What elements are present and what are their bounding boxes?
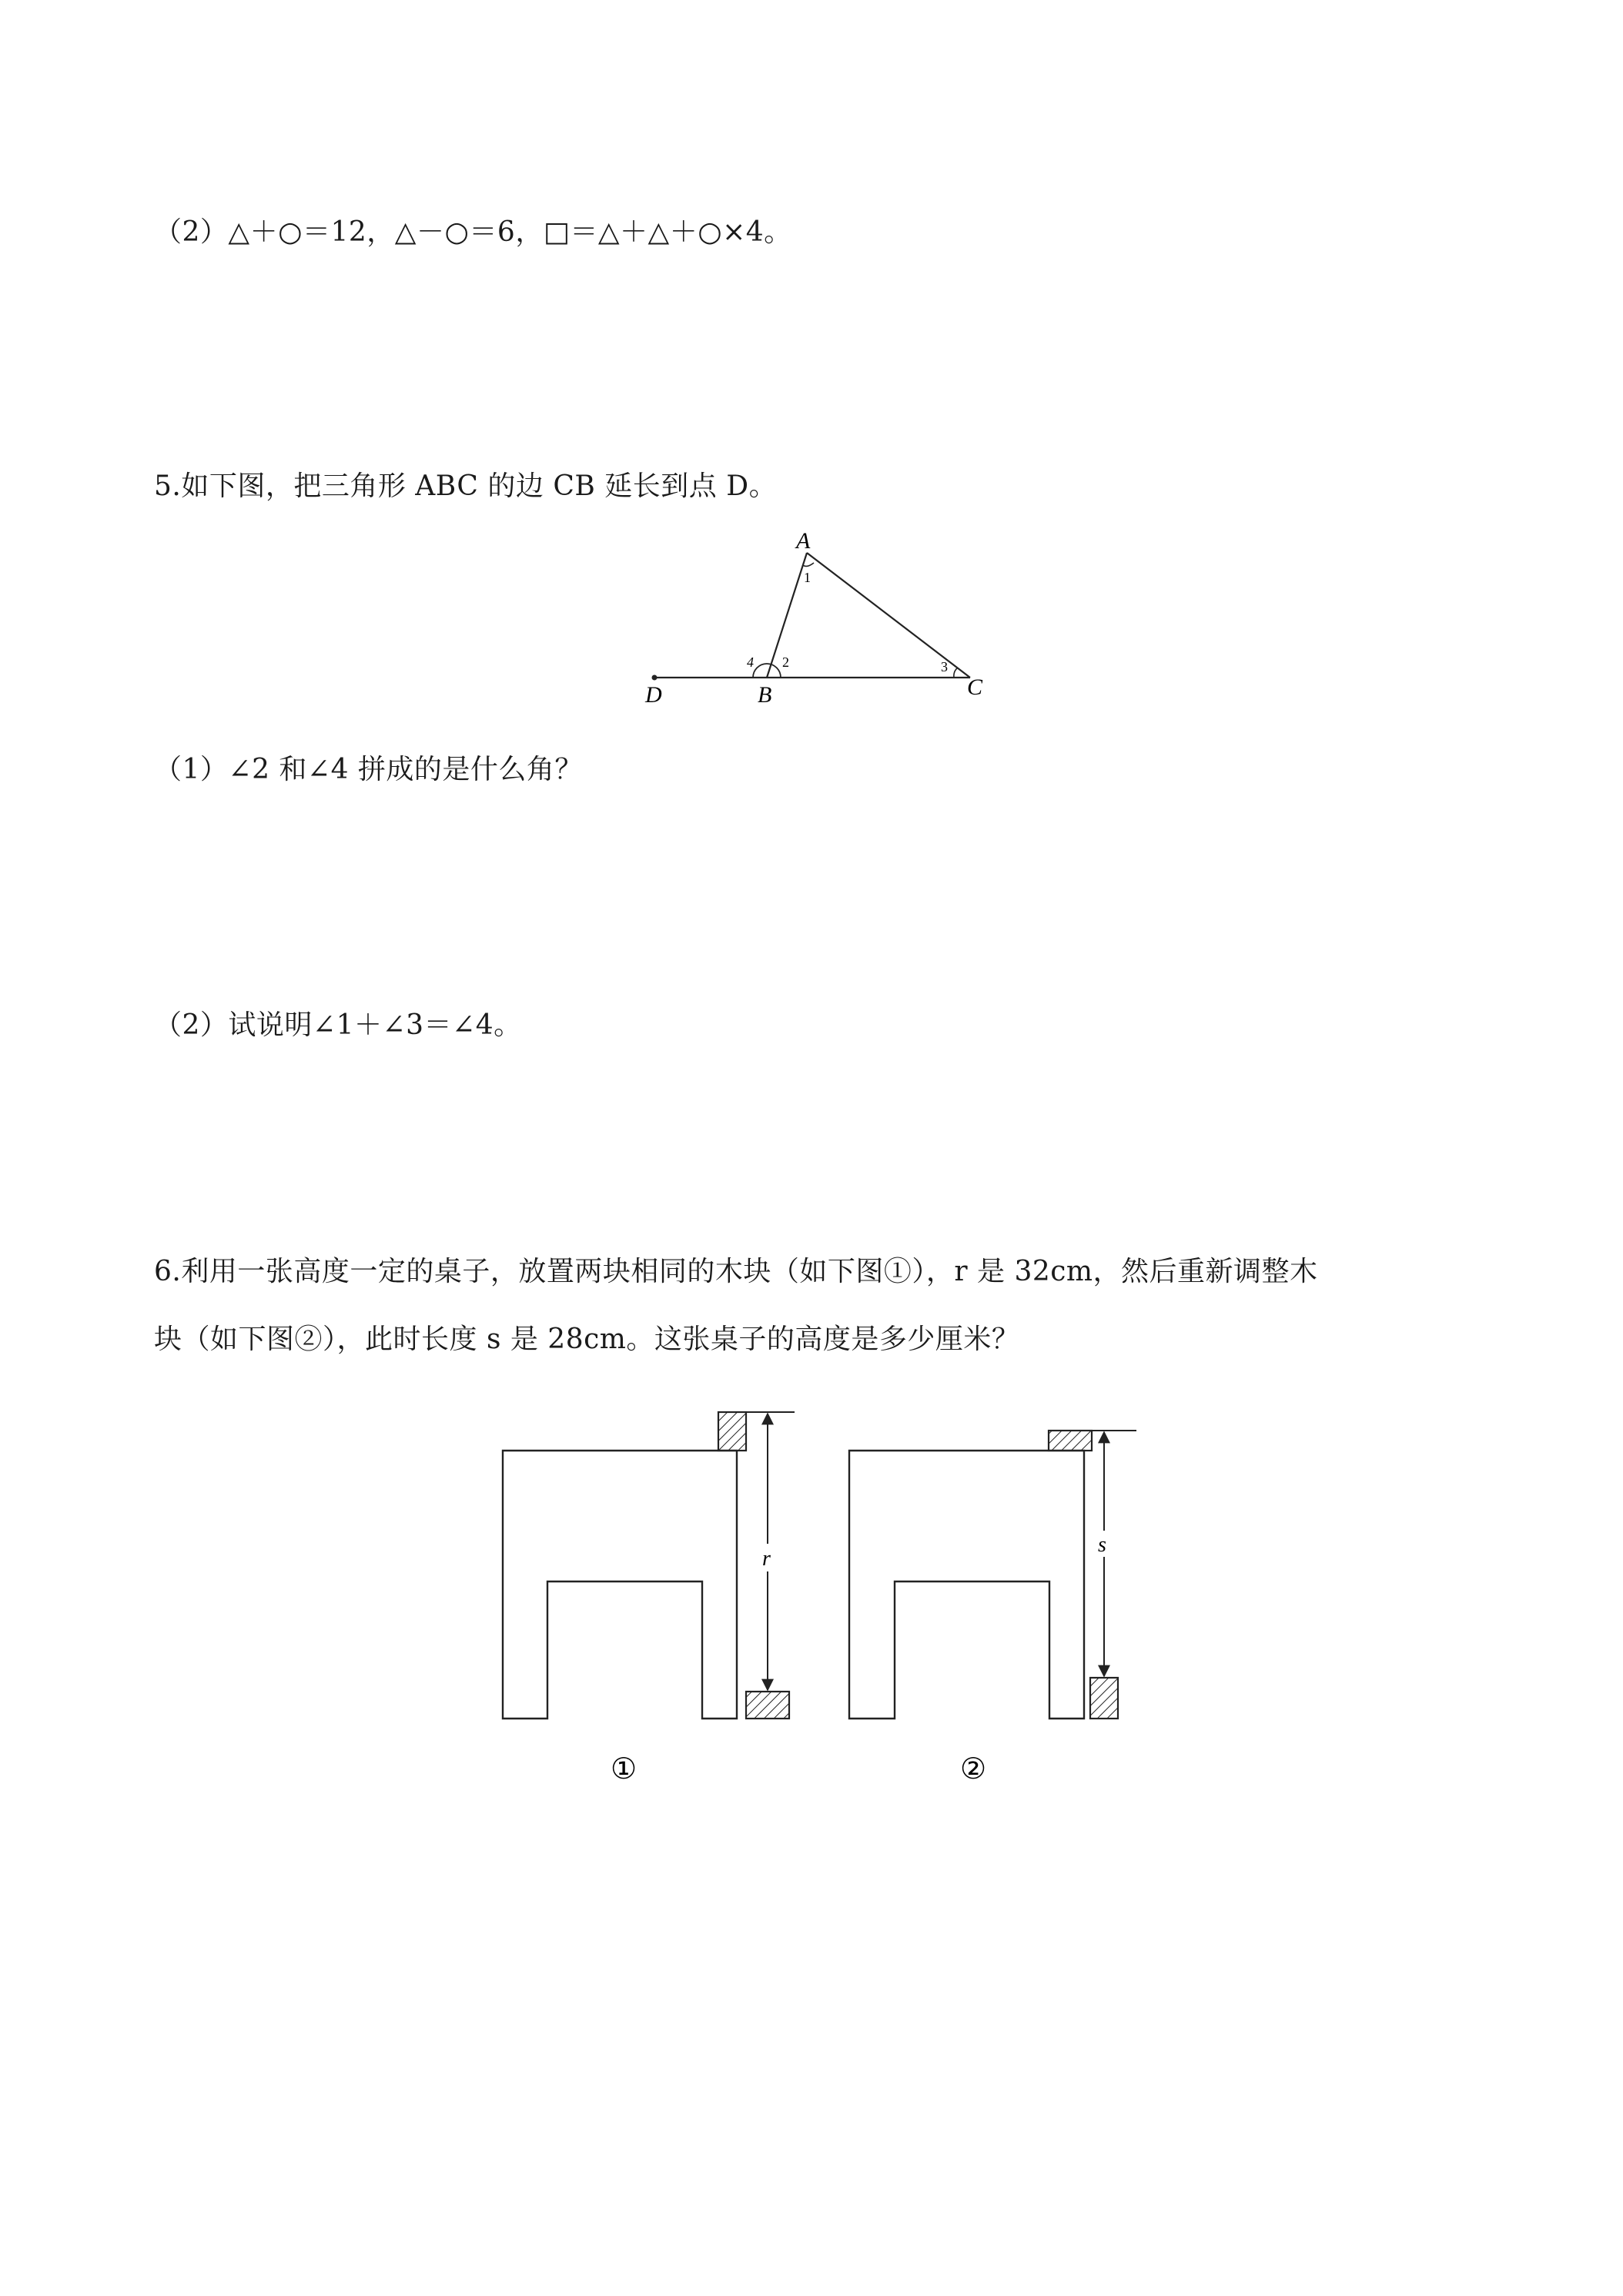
wood-block-2-top bbox=[1049, 1431, 1092, 1451]
wood-block-2-bottom bbox=[1090, 1678, 1118, 1719]
caption-1: ① bbox=[610, 1753, 637, 1786]
label-1: 1 bbox=[804, 570, 811, 585]
label-a: A bbox=[796, 531, 811, 554]
label-s: s bbox=[1098, 1533, 1106, 1557]
q4-part2: （2）△＋○＝12，△－○＝6，□＝△＋△＋○×4。 bbox=[154, 216, 792, 248]
label-r: r bbox=[762, 1547, 771, 1571]
wood-block-1-top bbox=[718, 1412, 746, 1451]
label-4: 4 bbox=[747, 654, 754, 670]
triangle-figure bbox=[631, 531, 1016, 716]
label-2: 2 bbox=[782, 654, 789, 670]
q6-prompt-line2: 块（如下图②），此时长度 s 是 28cm。这张桌子的高度是多少厘米？ bbox=[154, 1324, 1020, 1355]
table-1 bbox=[503, 1451, 737, 1719]
label-3: 3 bbox=[941, 659, 948, 674]
q5-prompt: 5.如下图，把三角形 ABC 的边 CB 延长到点 D。 bbox=[154, 470, 778, 502]
angle-1-arc bbox=[803, 563, 814, 566]
table-blocks-figure bbox=[493, 1401, 1170, 1802]
wood-block-1-bottom bbox=[746, 1692, 789, 1719]
caption-2: ② bbox=[959, 1753, 987, 1786]
angle-3-arc bbox=[954, 668, 958, 678]
q6-prompt-line1: 6.利用一张高度一定的桌子，放置两块相同的木块（如下图①），r 是 32cm，然后重新调整木 bbox=[154, 1256, 1318, 1287]
label-d: D bbox=[645, 682, 662, 708]
point-d-dot bbox=[652, 675, 658, 681]
table-2 bbox=[849, 1451, 1084, 1719]
label-c: C bbox=[967, 674, 983, 700]
label-b: B bbox=[758, 682, 772, 708]
q5-part2: （2）试说明∠1＋∠3＝∠4。 bbox=[154, 1009, 522, 1041]
q5-part1: （1）∠2 和∠4 拼成的是什么角？ bbox=[154, 754, 583, 785]
